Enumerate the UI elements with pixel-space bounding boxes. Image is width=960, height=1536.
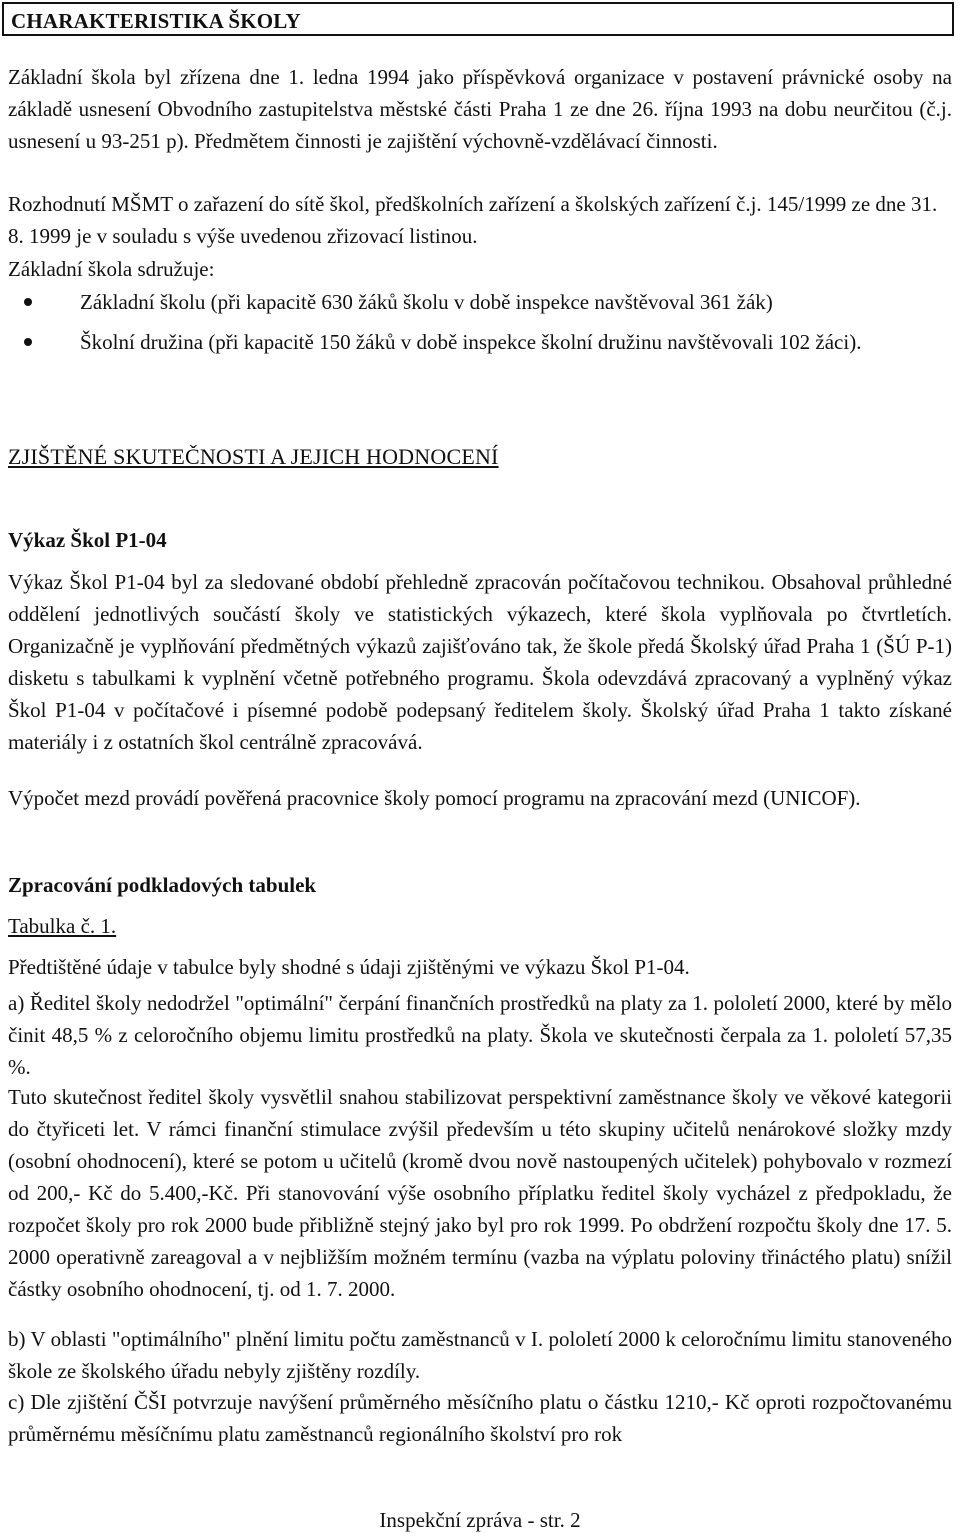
list-item: Základní školu (při kapacitě 630 žáků školu v době inspekce navštěvoval 361 žák) xyxy=(8,286,952,318)
tables-paragraph-c: c) Dle zjištění ČŠI potvrzuje navýšení průměrného měsíčního platu o částku 1210,- Kč oproti rozpočtovanému průměrnému měsíčnímu platu zaměstnanců regionálního školství pro rok xyxy=(8,1390,952,1446)
characteristics-paragraph-3: Základní škola sdružuje: xyxy=(8,257,215,281)
characteristics-paragraph-1: Základní škola byl zřízena dne 1. ledna 1994 jako příspěvková organizace v postavení právnické osoby na základě usnesení Obvodního zastupitelstva městské části Praha 1 ze dne 26. října 1993 na dobu neurčitou (č.j. usnesení u 93-251 p). Předmětem činnosti je zajištění výchovně-vzdělávací činnosti. xyxy=(8,65,952,153)
bullet-icon xyxy=(24,298,32,306)
tables-subtitle: Zpracování podkladových tabulek xyxy=(8,873,317,897)
findings-section-title: ZJIŠTĚNÉ SKUTEČNOSTI A JEJICH HODNOCENÍ xyxy=(8,444,499,469)
page-footer: Inspekční zpráva - str. 2 xyxy=(379,1508,581,1532)
tables-paragraph-intro: Předtištěné údaje v tabulce byly shodné s údaji zjištěnými ve výkazu Škol P1-04. xyxy=(8,955,690,979)
characteristics-title: CHARAKTERISTIKA ŠKOLY xyxy=(11,9,301,33)
vykaz-paragraph-1: Výkaz Škol P1-04 byl za sledované období přehledně zpracován počítačovou technikou. Obsahoval průhledné oddělení jednotlivých součástí školy ve statistických výkazech, které škola vyplňovala po čtvrtletích. Organizačně je vyplňování předmětných výkazů zajišťováno tak, že škole předá Školský úřad Praha 1 (ŠÚ P-1) disketu s tabulkami k vyplnění včetně potřebného programu. Škola odevzdává zpracovaný a vyplněný výkaz Škol P1-04 v počítačové i písemné podobě podepsaný ředitelem školy. Školský úřad Praha 1 takto získané materiály i z ostatních škol centrálně zpracovává. xyxy=(8,570,952,754)
tables-paragraph-a: a) Ředitel školy nedodržel "optimální" čerpání finančních prostředků na platy za 1. pololetí 2000, které by mělo činit 48,5 % z celoročního objemu limitu prostředků na platy. Škola ve skutečnosti čerpala za 1. pololetí 57,35 %. xyxy=(8,991,952,1079)
tables-paragraph-a-explanation: Tuto skutečnost ředitel školy vysvětlil snahou stabilizovat perspektivní zaměstnance školy ve věkové kategorii do čtyřiceti let. V rámci finanční stimulace zvýšil především u této skupiny učitelů nenárokové složky mzdy (osobní ohodnocení), které se potom u učitelů (kromě dvou nově nastoupených učitelek) pohybovalo v rozmezí od 200,- Kč do 5.400,-Kč. Při stanovování výše osobního příplatku ředitel školy vycházel z předpokladu, že rozpočet školy pro rok 2000 bude přibližně stejný jako byl pro rok 1999. Po obdržení rozpočtu školy dne 17. 5. 2000 operativně zareagoval a v nejbližším možném termínu (vazba na výplatu poloviny třináctého platu) snížil částky osobního ohodnocení, tj. od 1. 7. 2000. xyxy=(8,1085,952,1301)
tables-paragraph-b: b) V oblasti "optimálního" plnění limitu počtu zaměstnanců v I. pololetí 2000 k celoročnímu limitu stanoveného škole ze školského úřadu nebyly zjištěny rozdíly. xyxy=(8,1327,952,1383)
characteristics-header-box xyxy=(2,2,954,36)
school-components-list xyxy=(8,286,952,358)
vykaz-paragraph-2: Výpočet mezd provádí pověřená pracovnice školy pomocí programu na zpracování mezd (UNICOF). xyxy=(8,786,861,810)
vykaz-subtitle: Výkaz Škol P1-04 xyxy=(8,528,167,552)
bullet-icon xyxy=(24,338,32,346)
table-label: Tabulka č. 1. xyxy=(8,914,117,938)
list-item: Školní družina (při kapacitě 150 žáků v době inspekce školní družinu navštěvovali 102 žáci). xyxy=(8,326,952,358)
characteristics-paragraph-2: Rozhodnutí MŠMT o zařazení do sítě škol, předškolních zařízení a školských zařízení č.j. 145/1999 ze dne 31. 8. 1999 je v souladu s výše uvedenou zřizovací listinou. xyxy=(8,192,938,248)
